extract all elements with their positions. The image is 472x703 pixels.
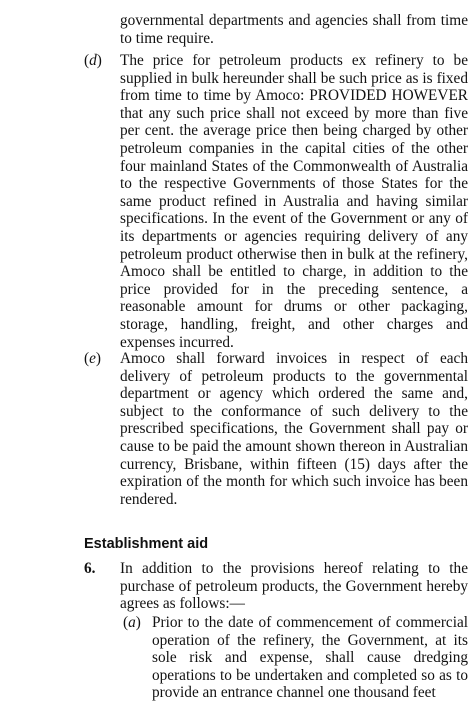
item-letter: d bbox=[89, 52, 97, 69]
item-e-text: Amoco shall forward invoices in respect of each delivery of petroleum products to the governmental department or agency which ordered the same and, subject to the conformance of such delivery to the prescribed specifications, the Government shall pay or cause to be paid the amount shown thereon in Australian currency, Brisbane, within fifteen (15) days after the expiration of the month for which such invoice has been rendered. bbox=[120, 350, 468, 508]
clause-number: 6. bbox=[84, 560, 96, 577]
clause-text: In addition to the provisions hereof relating to the purchase of petroleum products, the Government hereby agrees as follows:— bbox=[120, 560, 468, 613]
item-label-d: (d) bbox=[84, 52, 102, 69]
section-heading: Establishment aid bbox=[84, 536, 209, 552]
item-letter: e bbox=[89, 350, 96, 367]
sub-item-letter: a bbox=[128, 614, 136, 631]
item-d-text: The price for petroleum products ex refinery to be supplied in bulk hereunder shall be such price as is fixed from time to time by Amoco: PROVIDED HOWEVER that any such price shall not exceed by more than five per cent. the average price then being charged by other petroleum companies in the capital cities of the other four mainland States of the Commonwealth of Australia to the respective Governments of those States for the same product refined in Australia and having similar specifications. In the event of the Government or any of its departments or agencies requiring delivery of any petroleum product otherwise then in bulk at the refinery, Amoco shall be entitled to charge, in addition to the price provided for in the preceding sentence, a reasonable amount for drums or other packaging, storage, handling, freight, and other charges and expenses incurred. bbox=[120, 52, 468, 351]
sub-item-label-a: (a) bbox=[123, 614, 141, 631]
item-label-e: (e) bbox=[84, 350, 102, 367]
continuation-paragraph: governmental departments and agencies shall from time to time require. bbox=[120, 12, 468, 47]
sub-item-a-text: Prior to the date of commencement of commercial operation of the refinery, the Government, at its sole risk and expense, shall cause dredging operations to be undertaken and completed so as to provide an entrance channel one thousand feet bbox=[152, 614, 468, 702]
